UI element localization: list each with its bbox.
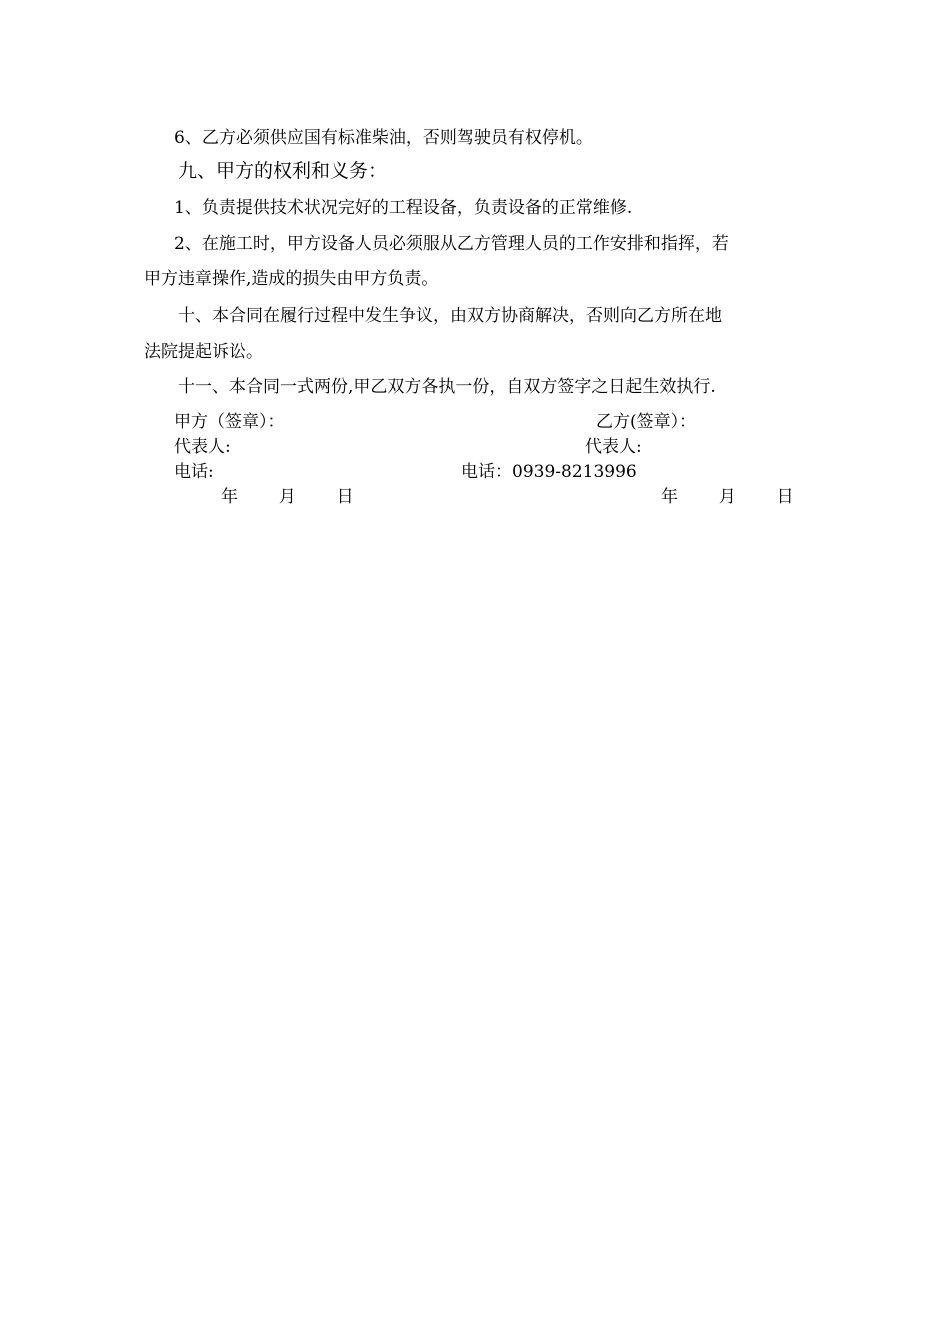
- party-b-month: 月: [718, 487, 736, 507]
- party-b-representative-label: 代表人:: [585, 437, 642, 457]
- section-9-item-2-line2: 甲方违章操作,造成的损失由甲方负责。: [144, 269, 439, 289]
- party-a-seal-label: 甲方（签章）：: [174, 412, 285, 432]
- party-a-representative-label: 代表人:: [174, 437, 231, 457]
- clause-8-item-6: 6、乙方必须供应国有标准柴油，否则驾驶员有权停机。: [174, 128, 593, 148]
- section-9-item-1: 1、负责提供技术状况完好的工程设备，负责设备的正常维修.: [174, 198, 633, 218]
- party-a-phone-label: 电话:: [174, 462, 214, 482]
- party-a-day: 日: [336, 487, 354, 507]
- party-a-month: 月: [278, 487, 296, 507]
- section-9-item-2-line1: 2、在施工时，甲方设备人员必须服从乙方管理人员的工作安排和指挥，若: [174, 234, 729, 254]
- section-10-line2: 法院提起诉讼。: [144, 342, 263, 362]
- party-b-date: [661, 486, 794, 508]
- party-a-year: 年: [221, 487, 238, 507]
- party-b-day: 日: [776, 487, 794, 507]
- party-b-seal-label: 乙方(签章）：: [596, 412, 697, 432]
- party-b-year: 年: [661, 487, 678, 507]
- section-10-line1: 十、本合同在履行过程中发生争议，由双方协商解决，否则向乙方所在地: [178, 306, 722, 326]
- section-9-title: 九、甲方的权利和义务：: [178, 160, 388, 182]
- section-11: 十一、本合同一式两份,甲乙双方各执一份，自双方签字之日起生效执行.: [178, 377, 716, 397]
- party-a-date: [221, 486, 354, 508]
- party-b-phone-label: 电话：0939-8213996: [461, 462, 637, 482]
